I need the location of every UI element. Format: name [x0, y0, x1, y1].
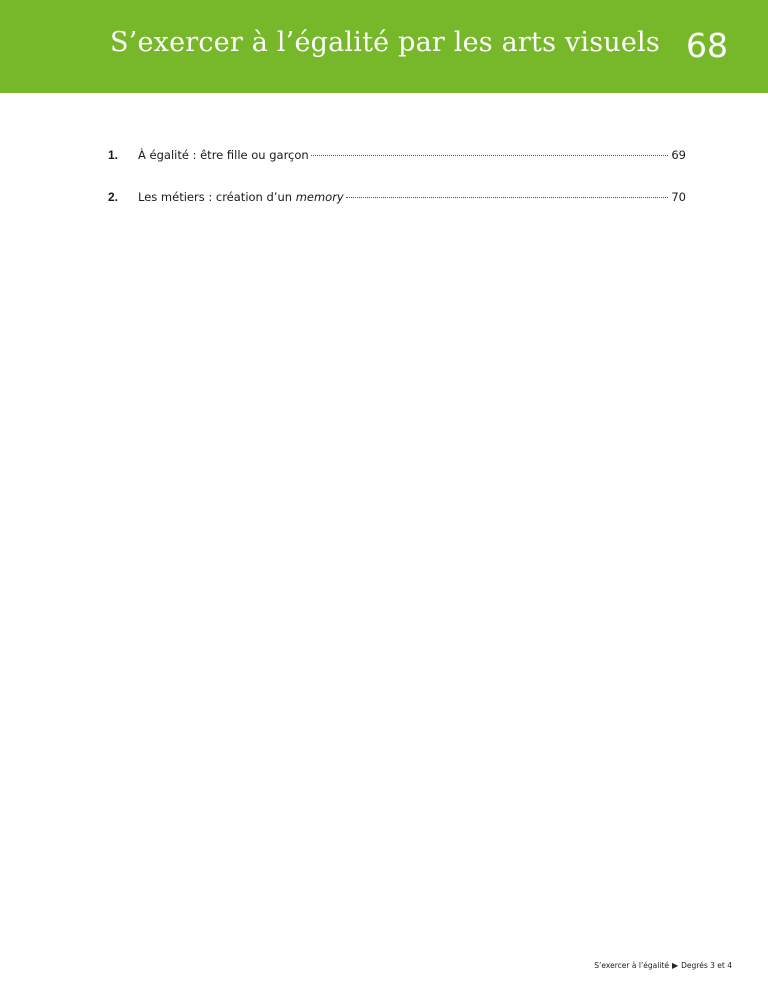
toc-item-title-emphasis: memory	[295, 190, 344, 204]
footer-grade-level: Degrés 3 et 4	[681, 961, 732, 970]
page-footer	[594, 961, 732, 970]
page-header	[0, 0, 768, 93]
toc-item-title: À égalité : être fille ou garçon	[138, 148, 309, 162]
toc-item-number: 2.	[108, 190, 119, 204]
toc-item-title-prefix: Les métiers : création d’un	[138, 190, 296, 204]
toc-item-title	[138, 186, 344, 208]
toc-item-number: 1.	[108, 148, 119, 162]
toc-item-page: 70	[671, 190, 686, 204]
page-number: 68	[686, 26, 728, 65]
toc-item-page: 69	[671, 148, 686, 162]
toc-item[interactable]	[108, 144, 686, 166]
triangle-right-icon: ▶	[672, 961, 679, 970]
page-title: S’exercer à l’égalité par les arts visuels	[110, 27, 660, 58]
footer-section-title: S’exercer à l’égalité	[594, 961, 669, 970]
toc-leader-dots	[346, 197, 669, 198]
toc-leader-dots	[311, 155, 669, 156]
toc-item[interactable]	[108, 186, 686, 208]
table-of-contents	[108, 144, 686, 208]
